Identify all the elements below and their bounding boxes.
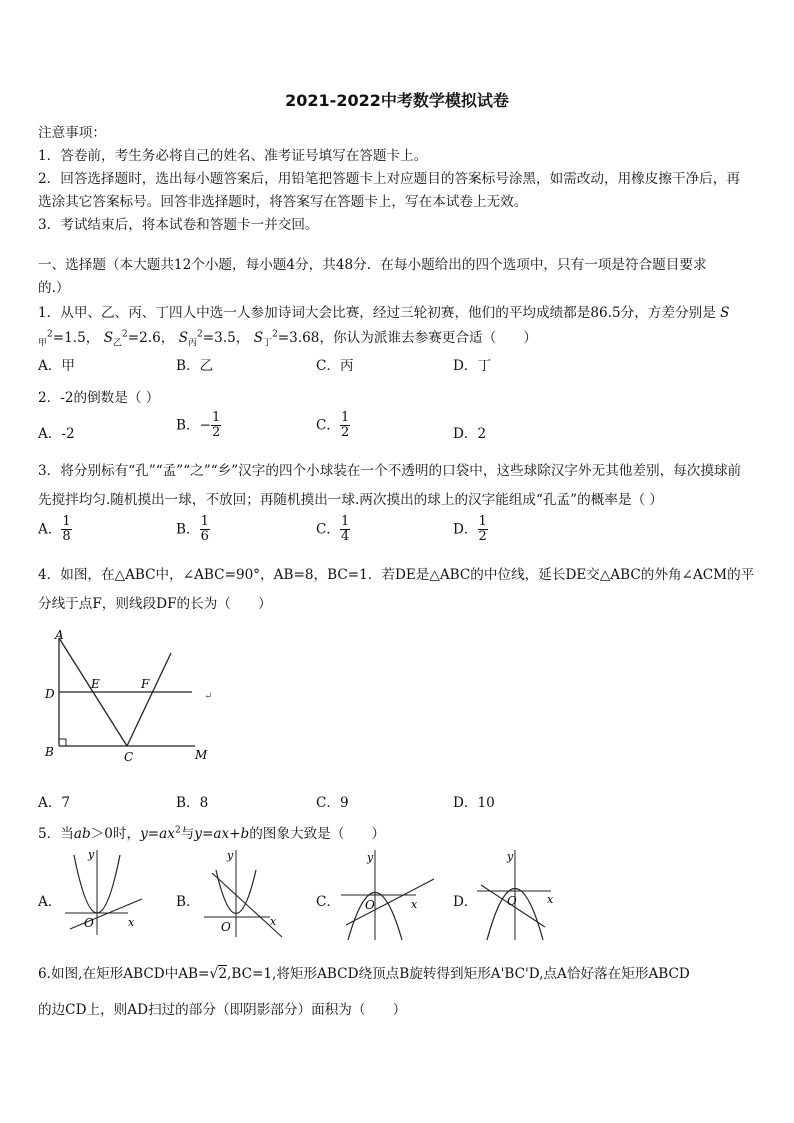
q3-b-num: 1 [200, 514, 209, 529]
q1-v4: =3.68，你认为派谁去参赛更合适（ ） [277, 330, 537, 346]
q2-option-a[interactable]: A．-2 [38, 426, 75, 442]
q1-option-c[interactable]: C．丙 [316, 358, 354, 374]
section-line-2: 的.） [38, 280, 70, 296]
q3-c-den: 4 [341, 529, 350, 545]
q5-option-c[interactable]: C． [316, 894, 340, 910]
q5-d-label-x: x [547, 893, 554, 906]
q6-stem-line2: 的边CD上，则AD扫过的部分（即阴影部分）面积为（ ） [38, 1002, 407, 1018]
q3-a-den: 8 [62, 529, 71, 545]
q5-c-label-o: O [365, 898, 375, 912]
q1-sub-yi: 乙 [113, 338, 123, 349]
q2-stem: 2．-2的倒数是（ ） [38, 390, 160, 406]
page-title: 2021-2022中考数学模拟试卷 [285, 91, 509, 110]
q5-d-label-y: y [507, 850, 514, 863]
q5-sq: 2 [174, 825, 181, 836]
q5-c-line [346, 879, 434, 925]
q5-a-label-y: y [88, 848, 95, 861]
q3-stem-line2: 先搅拌均匀.随机摸出一球，不放回；再随机摸出一球.两次摸出的球上的汉字能组成“孔孟”的概率是（ ） [38, 492, 663, 508]
q6-post: ,BC=1,将矩形ABCD绕顶点B旋转得到矩形A'BC'D,点A恰好落在矩形ABCD [227, 966, 690, 982]
q1-v1: =1.5， [52, 330, 100, 346]
q4-line-cf [127, 653, 171, 746]
q5-option-a[interactable]: A． [38, 894, 62, 910]
q5-f1: y=ax [140, 826, 175, 842]
q1-s-2: S [103, 330, 114, 346]
q1-v2: =2.6， [127, 330, 175, 346]
q1-stem-line1 [38, 301, 729, 321]
q4-label-c: C [124, 750, 134, 764]
q3-option-d[interactable] [453, 515, 488, 545]
q1-sub-bing: 丙 [188, 338, 198, 349]
q3-c-num: 1 [341, 514, 350, 529]
q2-b-num: 1 [211, 410, 221, 425]
q6-sqrt-value: 2 [218, 966, 227, 982]
q4-figure [38, 625, 238, 770]
q6-pre: 6.如图,在矩形ABCD中AB= [38, 966, 210, 982]
q5-mid2: 与 [180, 826, 195, 842]
q3-c-fraction [340, 515, 350, 545]
notice-line-3: 3．考试结束后，将本试卷和答题卡一并交回。 [38, 217, 319, 233]
q3-b-label: B． [176, 521, 200, 538]
q5-graph-b [198, 845, 286, 940]
q3-b-fraction [200, 515, 210, 545]
q2-option-c[interactable] [316, 411, 350, 441]
q5-f2: y=ax+b [194, 826, 250, 842]
q6-stem-line1 [38, 962, 690, 982]
q4-label-m: M [195, 748, 208, 762]
q1-sq-1: 2 [47, 329, 53, 340]
q4-label-d: D [45, 687, 55, 701]
q4-right-angle [59, 739, 66, 746]
q5-a-label-x: x [128, 916, 135, 929]
q5-c-label-y: y [367, 851, 374, 864]
q1-sq-2: 2 [122, 329, 128, 340]
q5-graph-c [338, 845, 438, 943]
q4-label-a: A [55, 628, 64, 642]
q5-b-label-o: O [221, 920, 231, 934]
q4-label-e: E [91, 677, 100, 691]
notice-line-2b: 选涂其它答案标号。回答非选择题时，将答案写在答题卡上，写在本试卷上无效。 [38, 194, 528, 210]
q1-sq-3: 2 [197, 329, 203, 340]
q1-s-3: S [178, 330, 189, 346]
q3-d-num: 1 [478, 514, 487, 529]
notice-line-1: 1．答卷前，考生务必将自己的姓名、准考证号填写在答题卡上。 [38, 148, 428, 164]
q4-option-a[interactable]: A．7 [38, 795, 71, 811]
q4-stem-line1: 4．如图，在△ABC中，∠ABC=90°，AB=8，BC=1．若DE是△ABC的中位线，延长DE交△ABC的外角∠ACM的平 [38, 567, 755, 583]
q5-c-label-x: x [411, 898, 418, 911]
q2-c-label: C． [316, 417, 340, 434]
q4-stem-line2: 分线于点F，则线段DF的长为（ ） [38, 596, 272, 612]
q2-option-b[interactable] [176, 411, 221, 441]
q5-mid: ＞0时， [90, 826, 141, 842]
q3-c-label: C． [316, 521, 340, 538]
q3-a-num: 1 [62, 514, 71, 529]
q4-label-f: F [141, 677, 150, 691]
q3-stem-line1: 3．将分别标有“孔”“孟”“之”“乡”汉字的四个小球装在一个不透明的口袋中，这些球除汉字外无其他差别，每次摸球前 [38, 463, 742, 479]
q2-b-fraction [211, 411, 221, 441]
q5-option-b[interactable]: B． [176, 894, 200, 910]
q1-stem-line2 [38, 326, 537, 349]
q2-c-num: 1 [341, 410, 350, 425]
q2-c-den: 2 [341, 425, 350, 441]
q1-sub-jia: 甲 [38, 338, 48, 349]
q2-b-den: 2 [211, 425, 221, 441]
q3-b-den: 6 [200, 529, 209, 545]
q1-sub-ding: 丁 [263, 338, 273, 349]
section-line-1: 一、选择题（本大题共12个小题，每小题4分，共48分．在每小题给出的四个选项中，只有一项是符合题目要求 [38, 257, 707, 273]
q3-a-fraction [61, 515, 71, 545]
q2-c-fraction [340, 411, 350, 441]
q1-option-d[interactable]: D．丁 [453, 358, 492, 374]
q5-graph-a [62, 845, 150, 940]
notice-line-2a: 2．回答选择题时，选出每小题答案后，用铅笔把答题卡上对应题目的答案标号涂黑，如需改动，用橡皮擦干净后，再 [38, 171, 740, 187]
q1-sq-4: 2 [272, 329, 278, 340]
q5-a-label-o: O [84, 916, 94, 930]
q2-b-label: B． [176, 417, 200, 434]
q3-option-a[interactable] [38, 515, 72, 545]
q2-option-d[interactable]: D．2 [453, 426, 487, 442]
q1-s: S [720, 305, 730, 321]
q1-text: 1．从甲、乙、丙、丁四人中选一人参加诗词大会比赛，经过三轮初赛，他们的平均成绩都是86.5分，方差分别是 [38, 305, 716, 321]
q5-ab: ab [73, 826, 91, 842]
notice-heading: 注意事项： [38, 125, 106, 141]
q1-v3: =3.5， [202, 330, 250, 346]
q3-d-fraction [478, 515, 488, 545]
q3-d-label: D． [453, 521, 478, 538]
q3-option-c[interactable] [316, 515, 350, 545]
q3-option-b[interactable] [176, 515, 210, 545]
q3-d-den: 2 [478, 529, 487, 545]
q4-option-b[interactable]: B．8 [176, 795, 209, 811]
q5-stem [38, 822, 385, 842]
q6-sqrt-sign: √ [209, 966, 219, 982]
q4-label-b: B [45, 745, 54, 759]
q3-a-label: A． [38, 521, 62, 538]
q1-s-4: S [253, 330, 264, 346]
q4-option-c[interactable]: C．9 [316, 795, 349, 811]
q5-pre: 5．当 [38, 826, 74, 842]
q5-option-d[interactable]: D． [453, 894, 478, 910]
q1-option-b[interactable]: B．乙 [176, 358, 214, 374]
q5-post: 的图象大致是（ ） [249, 826, 386, 842]
q5-b-label-y: y [227, 849, 234, 862]
q5-d-label-o: O [507, 894, 517, 908]
q5-graph-d [473, 845, 563, 943]
q2-b-sign: − [199, 417, 211, 434]
q1-option-a[interactable]: A．甲 [38, 358, 76, 374]
q5-b-label-x: x [270, 915, 277, 928]
q4-option-d[interactable]: D．10 [453, 795, 495, 811]
q4-return-mark: ↵ [204, 691, 213, 702]
